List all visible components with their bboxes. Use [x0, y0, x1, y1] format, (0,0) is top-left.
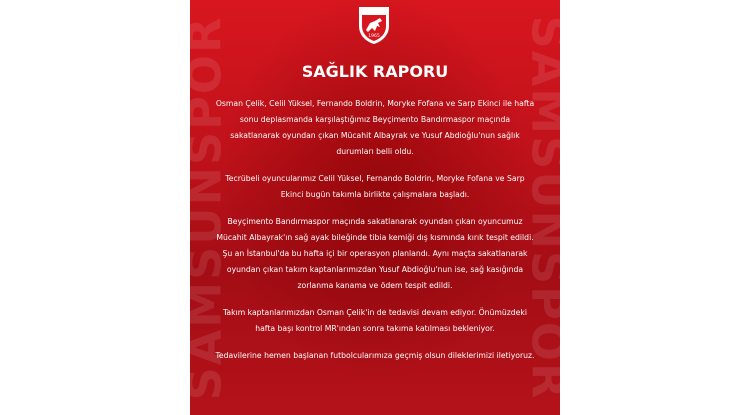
- health-report-poster: [177, 0, 576, 415]
- report-title: SAĞLIK RAPORU: [301, 62, 449, 81]
- logo-year: 1965: [368, 34, 380, 39]
- report-body: [214, 96, 536, 375]
- side-text-left: SAMSUNSPOR: [177, 15, 232, 400]
- paragraph-5: Tedavilerine hemen başlanan futbolcularımıza geçmiş olsun dileklerimizi iletiyoruz.: [215, 351, 535, 360]
- paragraph-4: Takım kaptanlarımızdan Osman Çelik'in de tedavisi devam ediyor. Önümüzdeki hafta başı kontrol MR'ından sonra takıma katılması bekleniyor.: [222, 308, 527, 333]
- paragraph-1: Osman Çelik, Celil Yüksel, Fernando Boldrin, Moryke Fofana ve Sarp Ekinci ile hafta sonu deplasmanda karşılaştığımız Beyçimento Bandırmaspor maçında sakatlanarak oyundan çıkan Mücahit Albayrak ve Yusuf Abdioğlu'nun sağlık durumları belli oldu.: [215, 99, 535, 156]
- paragraph-2: Tecrübeli oyuncularımız Celil Yüksel, Fernando Boldrin, Moryke Fofana ve Sarp Ekinci bugün takımla birlikte çalışmalara başladı.: [225, 174, 525, 199]
- side-text-right: SAMSUNSPOR: [521, 15, 576, 400]
- paragraph-3: Beyçimento Bandırmaspor maçında sakatlanarak oyundan çıkan oyuncumuz Mücahit Albayrak'ın sağ ayak bileğinde tibia kemiği dış kısmında kırık tespit edildi. Şu an İstanbul'da bu hafta içi bir operasyon planlandı. Aynı maçta sakatlanarak oyundan çıkan takım kaptanlarımızdan Yusuf Abdioğlu'nun ise, sağ kasığında zorlanma kanama ve ödem tespit edildi.: [216, 217, 534, 290]
- club-logo: [353, 4, 395, 46]
